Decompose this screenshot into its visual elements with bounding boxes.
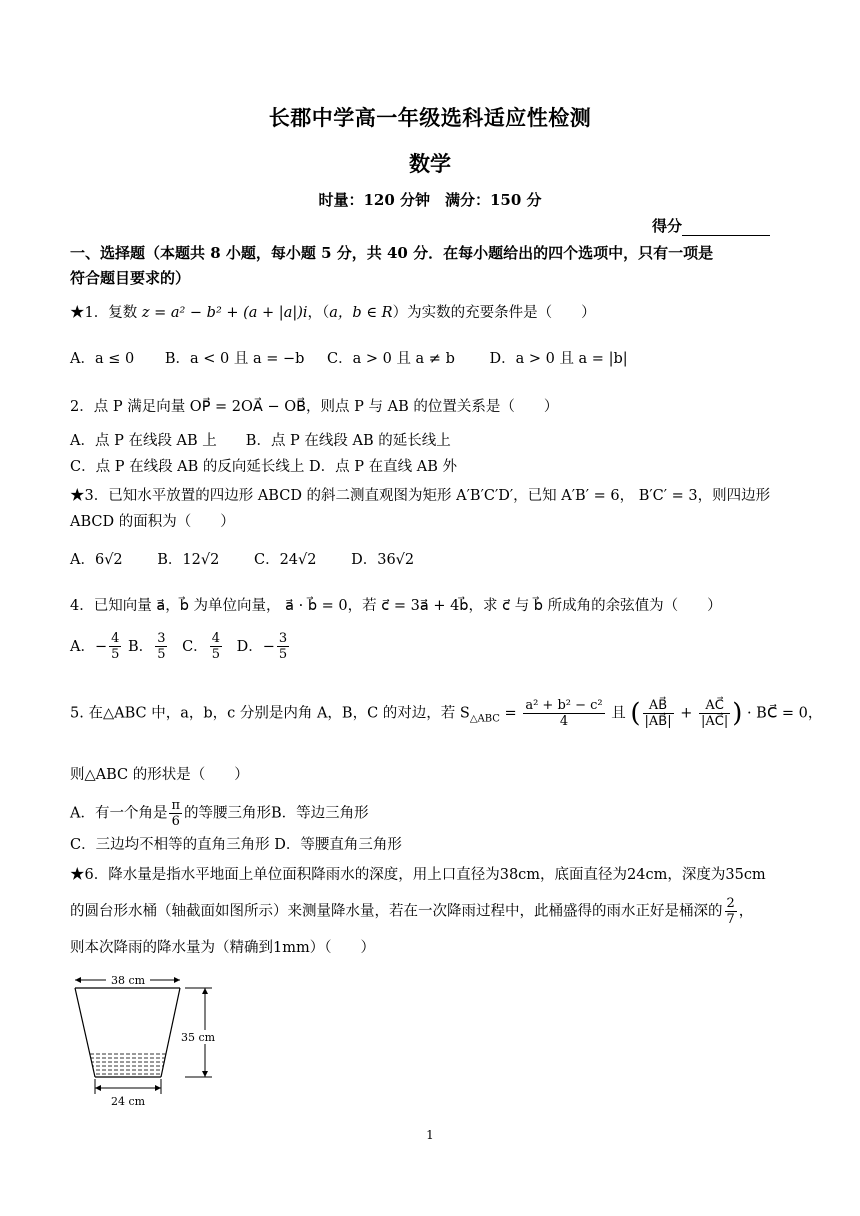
score-field[interactable] — [652, 215, 770, 236]
q1-stem-b: ，（ — [307, 305, 330, 321]
q1-formula: z = a² − b² + (a + |a|)i — [141, 305, 308, 321]
section-heading-line1: 一、选择题（本题共 8 小题，每小题 5 分，共 40 分．在每小题给出的四个选项中，只有一项是 — [70, 244, 714, 262]
question-6-stem-line3: 则本次降雨的降水量为（精确到1mm）（ ） — [70, 940, 375, 956]
score-label: 得分 — [652, 217, 683, 235]
q3-option-b[interactable]: B．12√2 — [157, 552, 220, 568]
q4-option-b[interactable]: B． $\frac{3}{5}$ — [128, 631, 166, 662]
q2-options-line2[interactable]: C．点 P 在线段 AB 的反向延长线上 D．点 P 在直线 AB 外 — [70, 459, 457, 475]
bucket-cross-section-figure — [60, 968, 230, 1113]
time-info: 时量：120 分钟 满分：150 分 — [318, 191, 542, 209]
q1-stem-c: ）为实数的充要条件是（ ） — [392, 305, 596, 321]
top-arrow-right — [174, 977, 180, 983]
q5-area-fraction: $\frac{\text{a² + b² − c²}}{4}$ — [525, 698, 603, 729]
exam-title: 长郡中学高一年级选科适应性检测 — [268, 105, 592, 130]
q1-option-d[interactable]: D．a > 0 且 a = |b| — [489, 351, 628, 367]
question-3-stem-line2: ABCD 的面积为（ ） — [70, 514, 235, 530]
q3-option-c[interactable]: C．24√2 — [253, 552, 317, 568]
q1-option-a[interactable]: A．a ≤ 0 — [70, 351, 135, 367]
question-4-options — [70, 631, 291, 662]
q5-right-paren: ) — [732, 698, 743, 729]
question-6-stem-line1: ★6．降水量是指水平地面上单位面积降雨水的深度，用上口直径为38cm，底面直径为24cm，深度为35cm — [70, 867, 766, 883]
q5-subscript: △ABC — [469, 713, 500, 725]
bucket-left-side — [75, 988, 95, 1077]
q5-stem-a: 5. 在△ABC 中，a，b，c 分别是内角 A，B，C 的对边，若 S — [70, 705, 470, 722]
top-arrow-left — [75, 977, 81, 983]
depth-label: 35 cm — [180, 1031, 216, 1044]
subject-title: 数学 — [409, 151, 451, 176]
page-number: 1 — [426, 1128, 434, 1142]
q3-option-d[interactable]: D．36√2 — [351, 552, 415, 568]
question-1-stem — [70, 302, 596, 324]
question-1-options — [70, 348, 628, 370]
q1-option-c[interactable]: C．a > 0 且 a ≠ b — [327, 351, 455, 367]
q3-option-a[interactable]: A．6√2 — [70, 552, 123, 568]
bottom-diameter-label: 24 cm — [110, 1095, 146, 1108]
question-5-stem: 5. 在△ABC 中，a，b，c 分别是内角 A，B，C 的对边，若 $S_{\triangle ABC}$ = $\frac{\text{a² + b² − c²}}{4}$ 且 ( $\frac{AB⃗}{|AB⃗|}$ + $\frac{AC⃗}{|AC⃗|}$ ) · BC⃗ = 0， — [70, 698, 823, 729]
section-heading-line2: 符合题目要求的） — [70, 269, 191, 287]
rain-water — [90, 1053, 166, 1077]
question-4-stem: 4．已知向量 a⃗，b⃗ 为单位向量， a⃗ · b⃗ = 0，若 c⃗ = 3a⃗ + 4b⃗，求 c⃗ 与 b⃗ 所成角的余弦值为（ ） — [70, 598, 722, 614]
q1-condition: a，b ∈ R — [329, 305, 393, 321]
score-blank[interactable] — [682, 219, 770, 236]
q4-option-d[interactable]: D．− $\frac{3}{5}$ — [236, 631, 288, 662]
question-5-stem-line2: 则△ABC 的形状是（ ） — [70, 767, 249, 783]
q5-left-paren: ( — [630, 698, 641, 729]
question-3-stem-line1: ★3．已知水平放置的四边形 ABCD 的斜二测直观图为矩形 A′B′C′D′，已知 A′B′ = 6， B′C′ = 3，则四边形 — [70, 488, 771, 504]
q4-option-a[interactable]: A．− $\frac{4}{5}$ — [70, 631, 120, 662]
q2-options-line1[interactable]: A．点 P 在线段 AB 上 B．点 P 在线段 AB 的延长线上 — [70, 433, 451, 449]
question-2-stem: 2．点 P 满足向量 OP⃗ = 2OA⃗ − OB⃗，则点 P 与 AB 的位置关系是（ ） — [70, 399, 559, 415]
q1-stem-a: ★1．复数 — [70, 305, 142, 321]
top-diameter-label: 38 cm — [110, 974, 146, 987]
q5-unit-vector-ac: $\frac{AC⃗}{|AC⃗|}$ — [700, 698, 729, 729]
question-6-stem-line2: 的圆台形水桶（轴截面如图所示）来测量降水量，若在一次降雨过程中，此桶盛得的雨水正好是桶深的 $\frac{2}{7}$ ， — [70, 896, 754, 927]
q5-unit-vector-ab: $\frac{AB⃗}{|AB⃗|}$ — [644, 698, 672, 729]
q5-options-line1[interactable]: A．有一个角是 $\frac{\pi}{6}$ 的等腰三角形B．等边三角形 — [70, 798, 369, 829]
q1-option-b[interactable]: B．a < 0 且 a = −b — [164, 351, 305, 367]
question-3-options — [70, 549, 414, 571]
q5-options-line2[interactable]: C．三边均不相等的直角三角形 D．等腰直角三角形 — [70, 837, 402, 853]
q4-option-c[interactable]: C． $\frac{4}{5}$ — [182, 631, 220, 662]
